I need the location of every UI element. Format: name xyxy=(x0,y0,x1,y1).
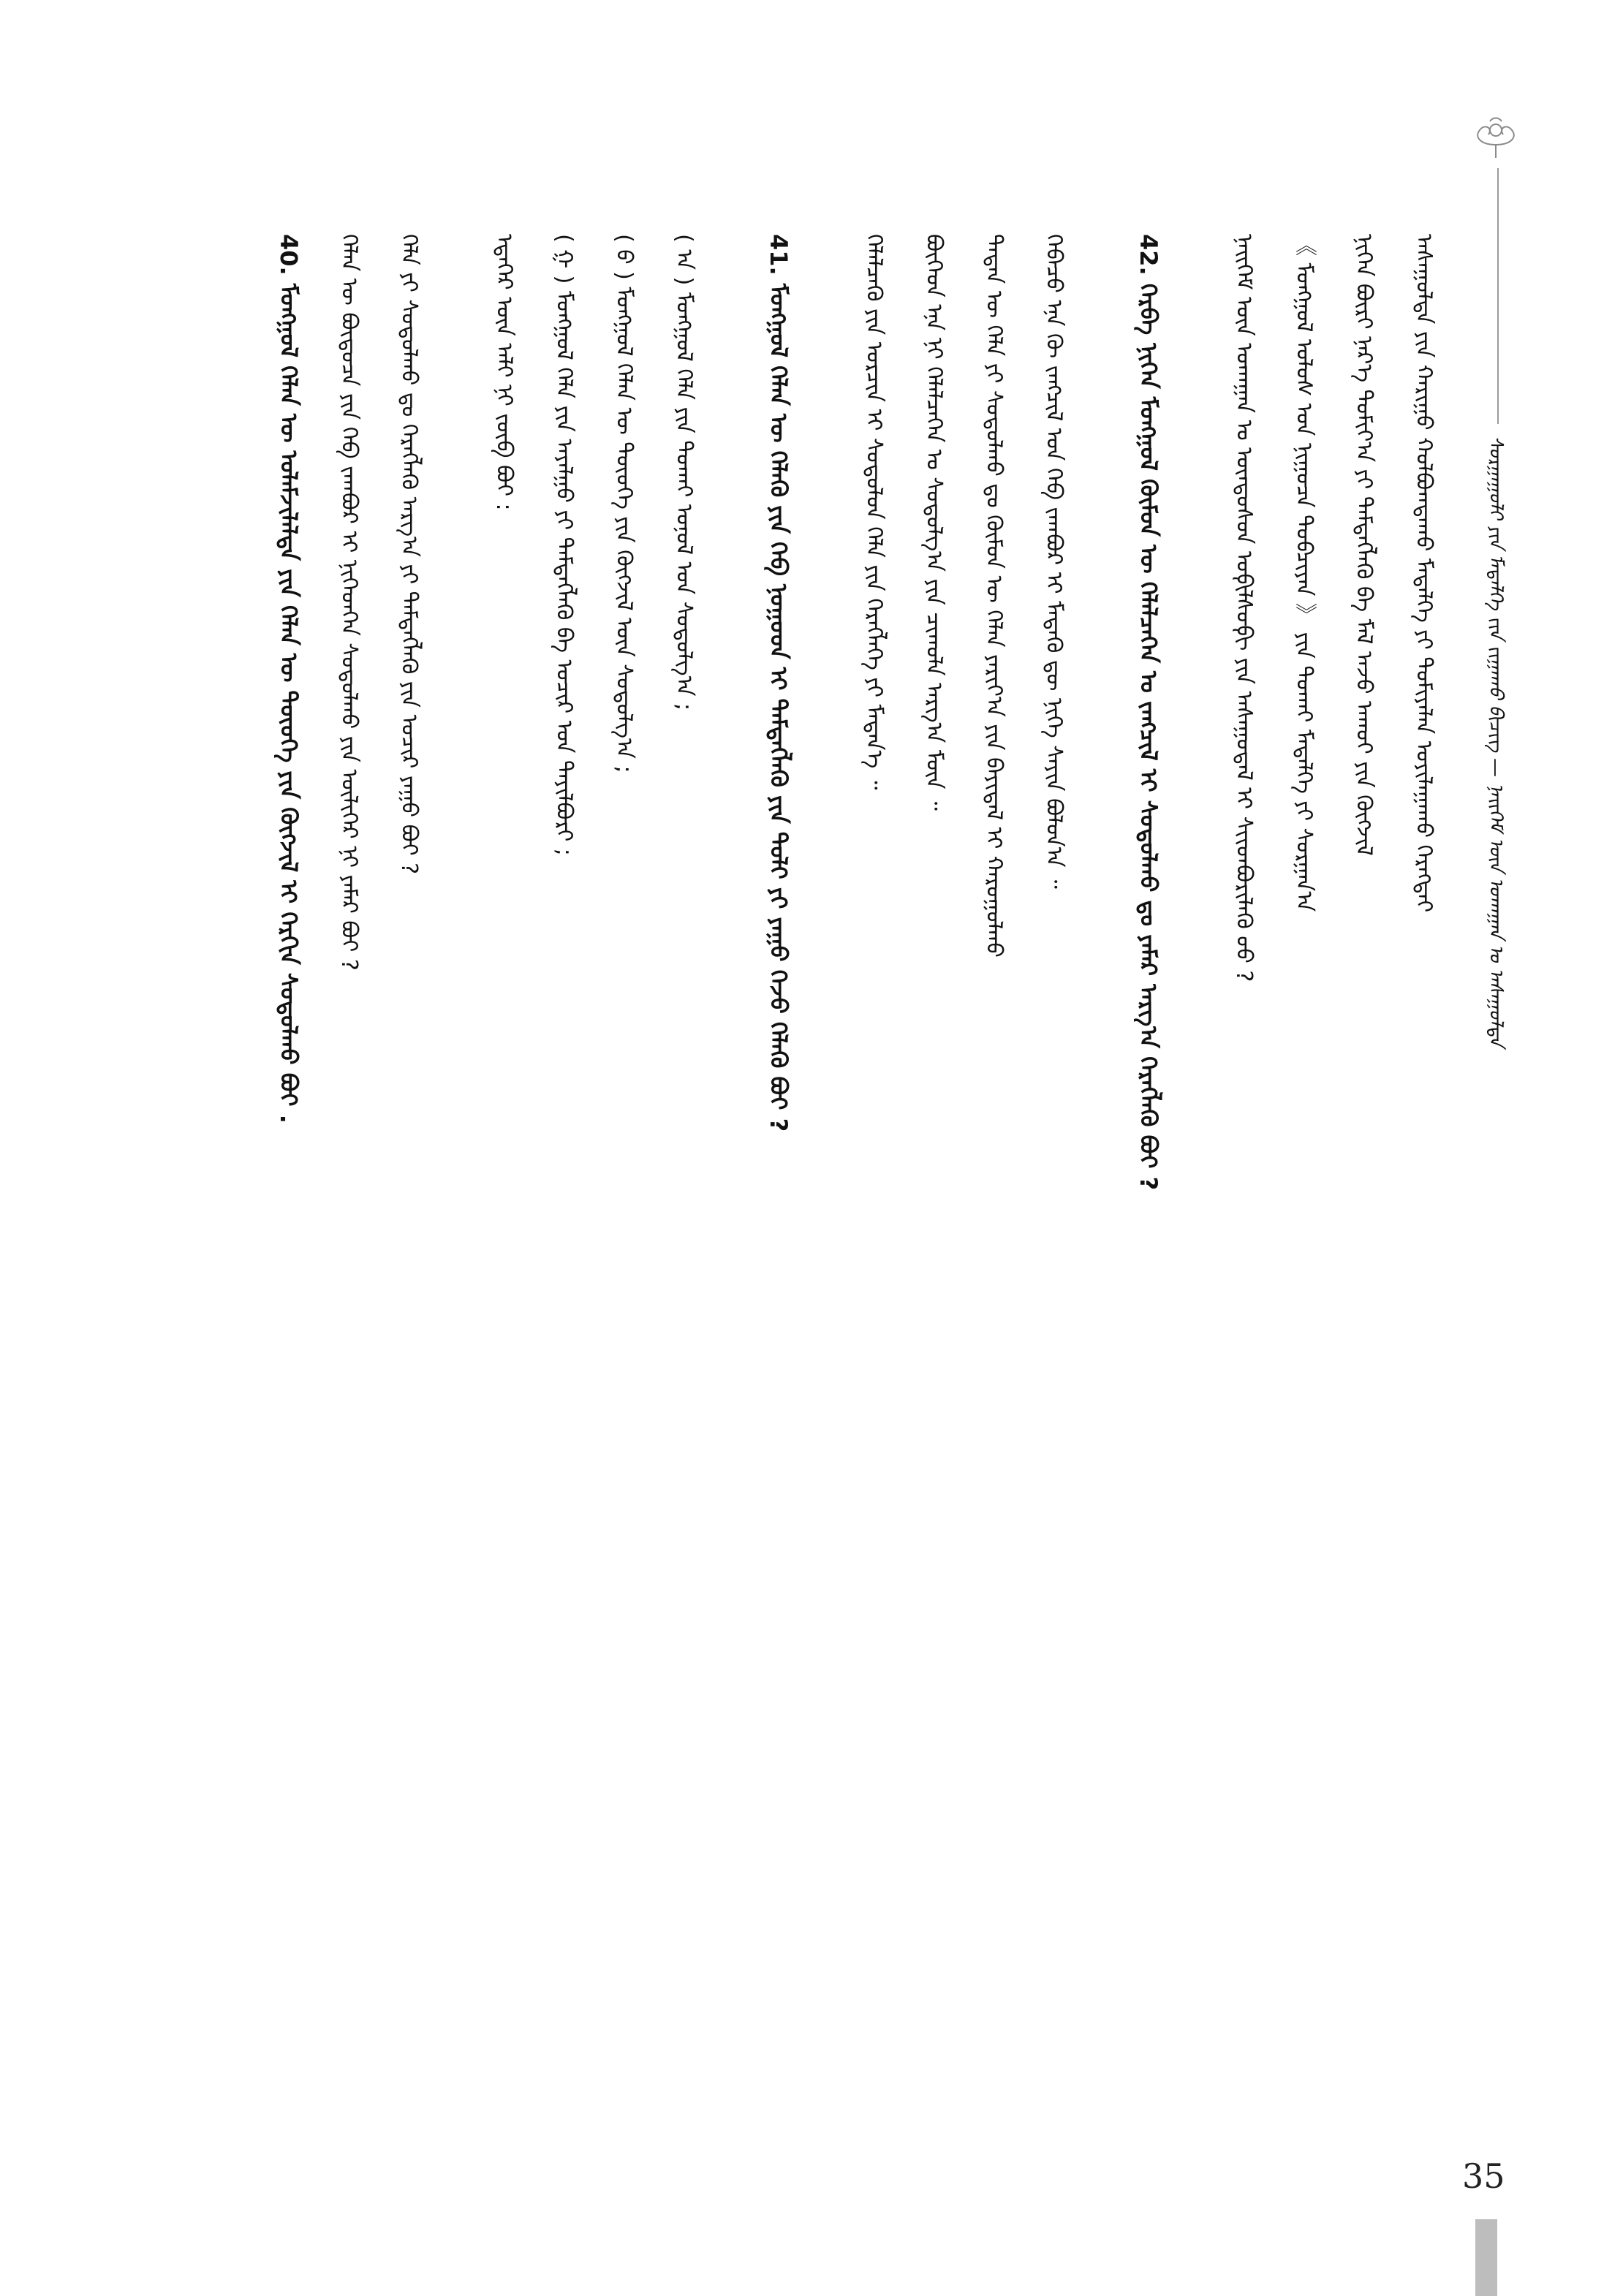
paragraph-line-3: ᠪᠥᠭᠡᠳ ᠡᠨᠡ ᠨᠢ ᠬᠡᠯᠡᠯᠴᠡᠭᠡᠨ ᠤ ᠰᠤᠳᠤᠯᠭ᠎ᠠ ᠶᠢᠨ ᠴᠢᠬᠤᠯᠠ ᠠᠷᠭ᠎ᠠ ᠮᠥᠨ ᠃ xyxy=(921,234,947,811)
text-line-1: ᠠᠰᠠᠭᠤᠯᠲᠠ ᠶᠢᠨ ᠬᠠᠷᠢᠭᠤ ᠬᠤᠯᠪᠤᠭᠳᠠᠬᠤ ᠮᠡᠳᠡᠯᠭᠡ ᠶᠢ ᠲᠤᠮᠢᠶᠠᠯᠠᠨ ᠣᠶᠢᠯᠠᠭᠠᠬᠤ ᠬᠡᠷᠡᠭᠲᠡᠢ xyxy=(1411,234,1437,913)
question-40-line: ᠬᠡᠯᠡᠨ ᠦ ᠪᠦᠲᠦᠴᠡ ᠶᠢᠨ ᠬᠡᠪ ᠵᠠᠭᠪᠤᠷ ᠢ ᠨᠢᠭᠡᠳᠬᠡᠨ ᠰᠤᠳᠤᠯᠬᠤ ᠶᠢᠨ ᠦᠯᠢᠭᠡᠷ ᠨᠢ ᠶᠠᠮᠠᠷ ᠪᠤᠢ ? xyxy=(336,234,362,971)
running-header-title: ᠰᠤᠷᠭᠠᠭᠤᠯᠢ ᠶᠢᠨ ᠮᠡᠳᠡᠯᠭᠡ ᠵᠢᠨ ᠵᠢᠭᠠᠬᠤ ᠪᠢᠴᠢᠭ᠌ — ᠨᠡᠢᠭᠡᠮ ᠦᠨ ᠤᠬᠠᠭᠠᠨ ᠤ ᠠᠰᠠᠭᠤᠯᠲᠠ xyxy=(1485,436,1507,1047)
text-line-4: ᠨᠡᠢᠭᠡᠮ ᠦᠨ ᠤᠬᠠᠭᠠᠨ ᠤ ᠦᠨᠳᠦᠰᠦᠨ ᠤᠹᠢᠯᠰᠣᠹᠢ ᠶᠢᠨ ᠠᠰᠠᠭᠤᠳᠠᠯ ᠢ ᠰᠢᠢᠳᠪᠦᠷᠢᠯᠡᠬᠦ ᠦᠦ ? xyxy=(1231,234,1257,982)
paragraph-line-4: ᠬᠡᠯᠡᠯᠴᠡᠬᠦ ᠶᠢᠨ ᠤᠷᠴᠢᠨ ᠢ ᠰᠤᠳᠤᠯᠤᠨ ᠬᠡᠯᠡ ᠶᠢᠨ ᠬᠡᠷᠡᠭᠯᠡᠭᠡ ᠶᠢ ᠮᠡᠳᠡᠨ᠎ᠡ ᠃ xyxy=(861,234,887,790)
option-c: ( ᠭ ) ᠮᠣᠩᠭᠣᠯ ᠬᠡᠯᠡ ᠶᠢᠨ ᠠᠶᠠᠯᠭᠤ ᠶᠢ ᠲᠡᠮᠳᠡᠭᠯᠡᠬᠦ ᠪᠠ ᠤᠴᠢᠷ ᠤᠨ ᠲᠠᠶᠢᠯᠪᠤᠷᠢ ; xyxy=(551,234,577,856)
question-40: 40. ᠮᠣᠩᠭᠣᠯ ᠬᠡᠯᠡᠨ ᠦ ᠤᠯᠠᠮᠵᠢᠯᠠᠯᠲᠠ ᠶᠢᠨ ᠬᠡᠯᠡᠨ ᠦ ᠲᠦᠦᠬᠡ ᠶᠢᠨ ᠬᠥᠭᠵᠢᠯ ᠢ ᠬᠡᠷᠬᠢᠨ ᠰᠤᠳᠤᠯᠬᠤ ᠪᠤᠢ . xyxy=(275,234,303,1124)
text-line-2: ᠨᠢᠭᠡᠨ ᠪᠦᠷᠢ ᠨᠡᠷ᠎ᠡ ᠲᠣᠮᠢᠶ᠎ᠠ ᠶᠢ ᠲᠡᠮᠳᠡᠭᠯᠡᠬᠦ ᠪᠠ ᠮᠠᠯ ᠠᠵᠤ ᠠᠬᠤᠢ ᠶᠢᠨ ᠬᠥᠭᠵᠢᠯ xyxy=(1351,234,1377,856)
option-a: ( ᠠ ) ᠮᠣᠩᠭᠣᠯ ᠬᠡᠯᠡ ᠶᠢᠨ ᠲᠤᠬᠠᠢ ᠤᠨᠤᠯ ᠤᠨ ᠰᠤᠳᠤᠯᠭ᠎ᠠ ; xyxy=(671,234,697,711)
paragraph-line-2: ᠲᠡᠳᠡᠨ ᠦ ᠬᠡᠯᠡ ᠶᠢ ᠰᠤᠳᠤᠯᠬᠤ ᠳᠤ ᠬᠦᠮᠦᠨ ᠦ ᠬᠡᠯᠡᠨ ᠶᠠᠷᠢᠶ᠎ᠠ ᠶᠢᠨ ᠪᠠᠶᠢᠳᠠᠯ ᠢ ᠬᠠᠷᠤᠭᠤᠯᠬᠤ xyxy=(981,234,1007,958)
option-b: ( ᠪ ) ᠮᠣᠩᠭᠣᠯ ᠬᠡᠯᠡᠨ ᠦ ᠲᠦᠦᠬᠡ ᠶᠢᠨ ᠬᠥᠭᠵᠢᠯ ᠦᠨ ᠰᠤᠳᠤᠯᠭ᠎ᠠ ; xyxy=(611,234,637,773)
text-body xyxy=(263,234,1462,2134)
header-rule xyxy=(1497,168,1499,424)
question-41: 41. ᠮᠣᠩᠭᠣᠯ ᠬᠡᠯᠡᠨ ᠦ ᠬᠡᠯᠡᠬᠦ ᠶᠢᠨ ᠬᠡᠪ ᠨᠤᠭᠤᠳ ᠢ ᠲᠡᠮᠳᠡᠭᠯᠡᠬᠦ ᠶᠢᠨ ᠳᠤᠯᠢ ᠶᠢ ᠶᠠᠭᠤ ᠭᠡᠵᠦ ᠬᠡᠯᠡᠬᠦ ᠪᠤᠢ ? xyxy=(765,234,792,1132)
paragraph-line-1: ᠭᠡᠪᠡᠴᠦ ᠡᠨᠡ ᠬᠦ ᠵᠠᠩᠴᠢᠯ ᠤᠨ ᠬᠡᠪ ᠵᠠᠭᠪᠤᠷ ᠢ ᠮᠡᠳᠡᠬᠦ ᠳᠦ ᠨᠢᠭᠡ ᠰᠠᠶᠢᠨ ᠪᠤᠯᠤᠨ᠎ᠠ ᠃ xyxy=(1041,234,1067,889)
text-line-3: 《 ᠮᠣᠩᠭᠣᠯ ᠤᠯᠤᠰ ᠤᠨ ᠨᠢᠭᠤᠴᠠ ᠲᠤᠪᠴᠢᠶᠠᠨ 》 ᠶᠢᠨ ᠲᠤᠬᠠᠢ ᠮᠡᠳᠡᠯᠭᠡ ᠶᠢ ᠰᠤᠷᠭᠠᠨ᠎ᠠ xyxy=(1291,234,1317,912)
option-summary: ᠡᠳᠡᠭᠡᠷ ᠦᠨ ᠠᠯᠢ ᠨᠢ ᠵᠥᠪ ᠪᠤᠢ : xyxy=(491,234,517,511)
question-40-intro: ᠬᠡᠯᠡ ᠶᠢ ᠰᠤᠳᠤᠯᠬᠤ ᠳᠤ ᠬᠡᠷᠡᠭᠯᠡᠬᠦ ᠠᠷᠭ᠎ᠠ ᠶᠢ ᠲᠡᠮᠳᠡᠭᠯᠡᠬᠦ ᠶᠢᠨ ᠤᠴᠢᠷ ᠶᠠᠭᠤ ᠪᠤᠢ ? xyxy=(396,234,422,875)
question-42: 42. ᠬᠡᠷᠪᠡ ᠨᠢᠭᠡᠨ ᠮᠣᠩᠭᠣᠯ ᠬᠦᠮᠦᠨ ᠦ ᠬᠡᠯᠡᠯᠴᠡᠭᠡᠨ ᠤ ᠵᠠᠩᠴᠢᠯ ᠢ ᠰᠤᠳᠤᠯᠬᠤ ᠳᠤ ᠶᠠᠮᠠᠷ ᠠᠷᠭ᠎ᠠ ᠬᠡᠷᠡᠭᠯᠡᠬᠦ ᠪᠤᠢ ? xyxy=(1135,234,1162,1191)
page-number: 35 xyxy=(1462,2156,1505,2196)
page-edge-tab xyxy=(1475,2219,1497,2296)
header-ornament-icon xyxy=(1467,115,1525,159)
